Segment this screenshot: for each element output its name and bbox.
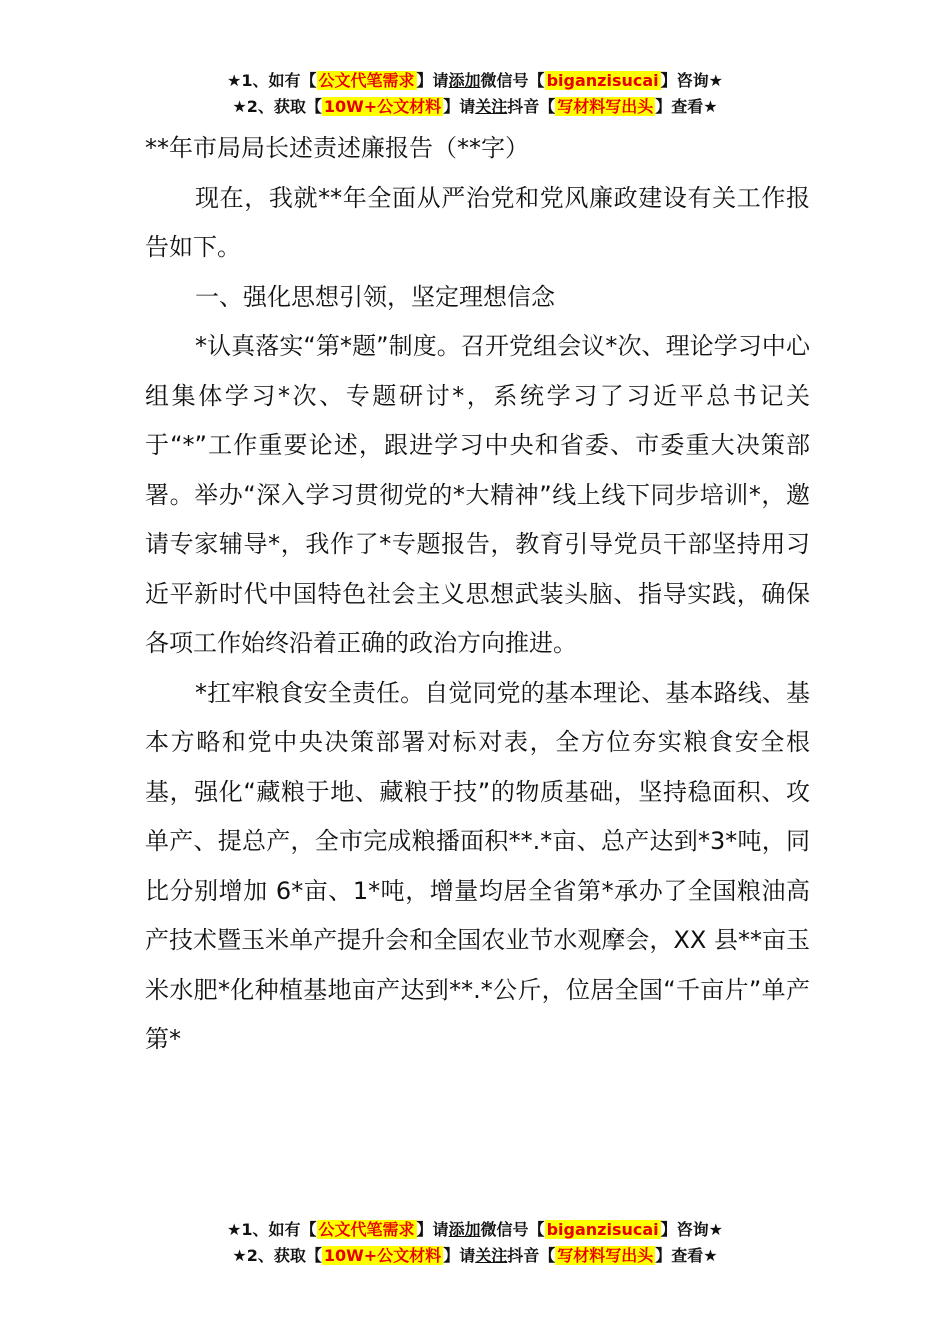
promo-line-1: ★1、如有【 公文代笔需求 】请添加微信号【 biganzisucai 】咨询★ xyxy=(227,71,723,90)
highlight-service: 公文代笔需求 xyxy=(318,71,415,90)
highlight-materials: 10W+公文材料 xyxy=(323,97,442,116)
intro-paragraph: 现在，我就**年全面从严治党和党风廉政建设有关工作报告如下。 xyxy=(145,183,810,261)
document-body xyxy=(145,124,810,1065)
body-paragraph-2: *扛牢粮食安全责任。自觉同党的基本理论、基本路线、基本方略和党中央决策部署对标对表，全方位夯实粮食安全根基，强化“藏粮于地、藏粮于技”的物质基础，坚持稳面积、攻单产、提总产，全市完成粮播面积**.*亩、总产达到*3*吨，同比分别增加 6*亩、1*吨，增量均居全省第*承办了全国粮油高产技术暨玉米单产提升会和全国农业节水观摩会，XX 县**亩玉米水肥*化种植基地亩产达到**.*公斤，位居全国“千亩片”单产第* xyxy=(145,678,810,1053)
highlight-douyin-account: 写材料写出头 xyxy=(557,97,654,116)
promo-banner-bottom xyxy=(0,1217,950,1269)
promo-line-2: ★2、获取【 10W+公文材料 】请关注抖音【 写材料写出头 】查看★ xyxy=(232,97,718,116)
document-title: **年市局局长述责述廉报告（**字） xyxy=(145,134,529,162)
highlight-materials: 10W+公文材料 xyxy=(323,1246,442,1265)
promo-banner-top xyxy=(0,68,950,120)
highlight-service: 公文代笔需求 xyxy=(318,1220,415,1239)
highlight-wechat-id: biganzisucai xyxy=(546,1220,659,1239)
highlight-douyin-account: 写材料写出头 xyxy=(557,1246,654,1265)
body-paragraph-1: *认真落实“第*题”制度。召开党组会议*次、理论学习中心组集体学习*次、专题研讨*，系统学习了习近平总书记关于“*”工作重要论述，跟进学习中央和省委、市委重大决策部署。举办“深入学习贯彻党的*大精神”线上线下同步培训*，邀请专家辅导*，我作了*专题报告，教育引导党员干部坚持用习近平新时代中国特色社会主义思想武装头脑、指导实践，确保各项工作始终沿着正确的政治方向推进。 xyxy=(145,332,810,657)
section-heading: 一、强化思想引领，坚定理想信念 xyxy=(195,282,555,311)
highlight-wechat-id: biganzisucai xyxy=(546,71,659,90)
promo-line-1: ★1、如有【 公文代笔需求 】请添加微信号【 biganzisucai 】咨询★ xyxy=(227,1220,723,1239)
promo-line-2: ★2、获取【 10W+公文材料 】请关注抖音【 写材料写出头 】查看★ xyxy=(232,1246,718,1265)
